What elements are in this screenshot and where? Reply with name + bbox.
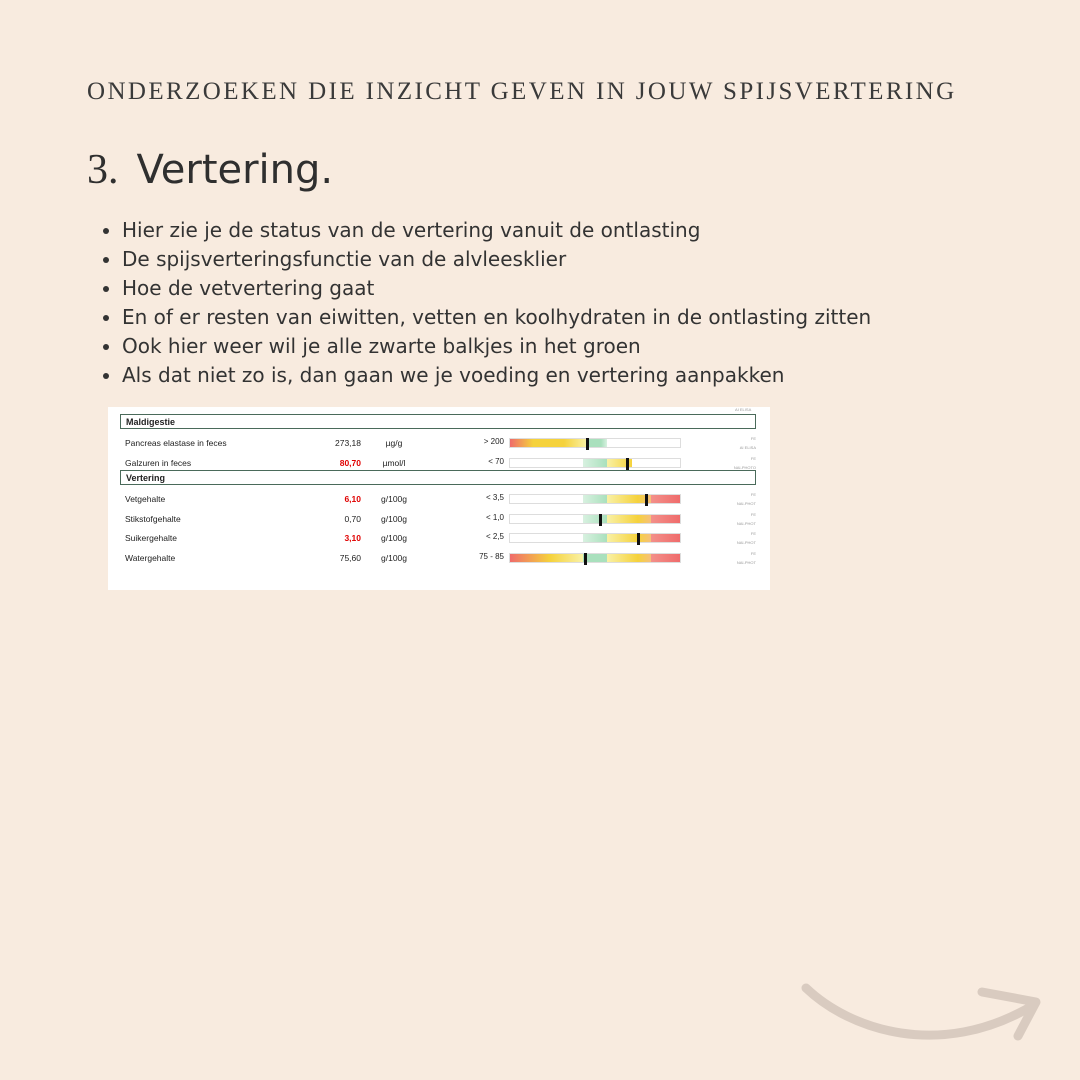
heading-title: Vertering. [136,147,334,193]
row-value: 273,18 [335,438,361,448]
range-segment [651,515,680,523]
bullet-item: • Hoe de vetvertering gaat [122,274,1062,303]
range-bar [509,494,681,504]
section-header: Vertering [120,470,756,485]
row-value: 80,70 [339,457,361,468]
table-row [108,434,770,452]
lab-cut-reference: AI ELISA [735,407,752,412]
row-reference: > 200 [483,437,504,446]
range-segment [651,554,680,562]
bullet-item: • Ook hier weer wil je alle zwarte balkjes in het groen [122,332,1062,361]
value-marker [637,533,640,545]
section-header: Maldigestie [120,414,756,429]
curved-arrow-right-icon [800,980,1050,1060]
row-method [708,454,756,472]
range-bar [509,438,681,448]
range-bar [509,458,681,468]
range-segment [583,534,607,542]
row-method-line: FE [750,531,756,536]
row-method-line: NAI-PHOT [736,501,756,506]
value-marker [599,514,602,526]
range-segment [583,459,607,467]
row-method-line: NAI-PHOT [736,540,756,545]
table-row [108,529,770,547]
bullet-list [100,216,1062,390]
bullet-item: • Als dat niet zo is, dan gaan we je voeding en vertering aanpakken [122,361,1062,390]
row-unit: g/100g [381,533,407,543]
row-method-line: FE [750,550,756,556]
table-row [108,490,770,508]
row-method-line: FE [750,455,756,461]
kicker-title: ONDERZOEKEN DIE INZICHT GEVEN IN JOUW SPIJSVERTERING [87,78,957,105]
range-bar [509,533,681,543]
bullet-item: • En of er resten van eiwitten, vetten en koolhydraten in de ontlasting zitten [122,303,1062,332]
row-unit: g/100g [381,513,407,524]
lab-results-table [108,407,770,590]
row-reference: < 1,0 [485,512,504,522]
value-marker [584,553,587,565]
row-name: Watergehalte [125,552,176,563]
row-method [708,510,756,528]
row-name: Stikstofgehalte [125,513,181,524]
row-name: Galzuren in feces [125,457,192,468]
row-method [708,434,756,452]
row-method-line: AI ELISA [739,445,756,450]
row-reference: < 70 [488,456,504,466]
range-bar [509,514,681,524]
range-segment [510,439,587,447]
row-method-line: NAI-PHOTO [733,464,756,470]
range-segment [583,515,607,523]
row-name: Vetgehalte [125,494,166,504]
range-segment [607,554,651,562]
range-segment [510,554,583,562]
row-method [708,529,756,547]
row-unit: µg/g [385,438,403,448]
row-method-line: NAI-PHOT [736,520,756,526]
range-segment [607,515,651,523]
row-method [708,549,756,567]
row-unit: g/100g [381,494,407,504]
row-unit: g/100g [381,552,407,563]
row-name: Pancreas elastase in feces [125,438,227,448]
row-reference: < 3,5 [485,493,504,502]
row-method-line: FE [750,511,756,517]
page-heading [87,146,333,194]
row-method-line: FE [750,492,756,497]
table-row [108,510,770,528]
range-segment [651,495,680,503]
range-segment [583,495,607,503]
row-name: Suikergehalte [125,533,177,543]
value-marker [626,458,629,470]
row-reference: 75 - 85 [479,551,504,561]
range-segment [651,534,680,542]
range-segment [587,439,607,447]
row-value: 0,70 [344,513,361,524]
value-marker [586,438,589,450]
value-marker [645,494,648,506]
table-row [108,454,770,472]
row-value: 75,60 [339,552,361,563]
row-method [708,490,756,508]
bullet-item: • Hier zie je de status van de vertering vanuit de ontlasting [122,216,1062,245]
heading-number: 3. [87,147,119,193]
bullet-item: • De spijsverteringsfunctie van de alvleesklier [122,245,1062,274]
range-bar [509,553,681,563]
row-method-line: NAI-PHOT [736,559,756,565]
table-row [108,549,770,567]
row-unit: µmol/l [382,457,406,468]
row-method-line: FE [750,436,756,441]
row-value: 3,10 [344,533,361,543]
row-reference: < 2,5 [485,532,504,541]
row-value: 6,10 [344,494,361,504]
range-segment [607,534,651,542]
